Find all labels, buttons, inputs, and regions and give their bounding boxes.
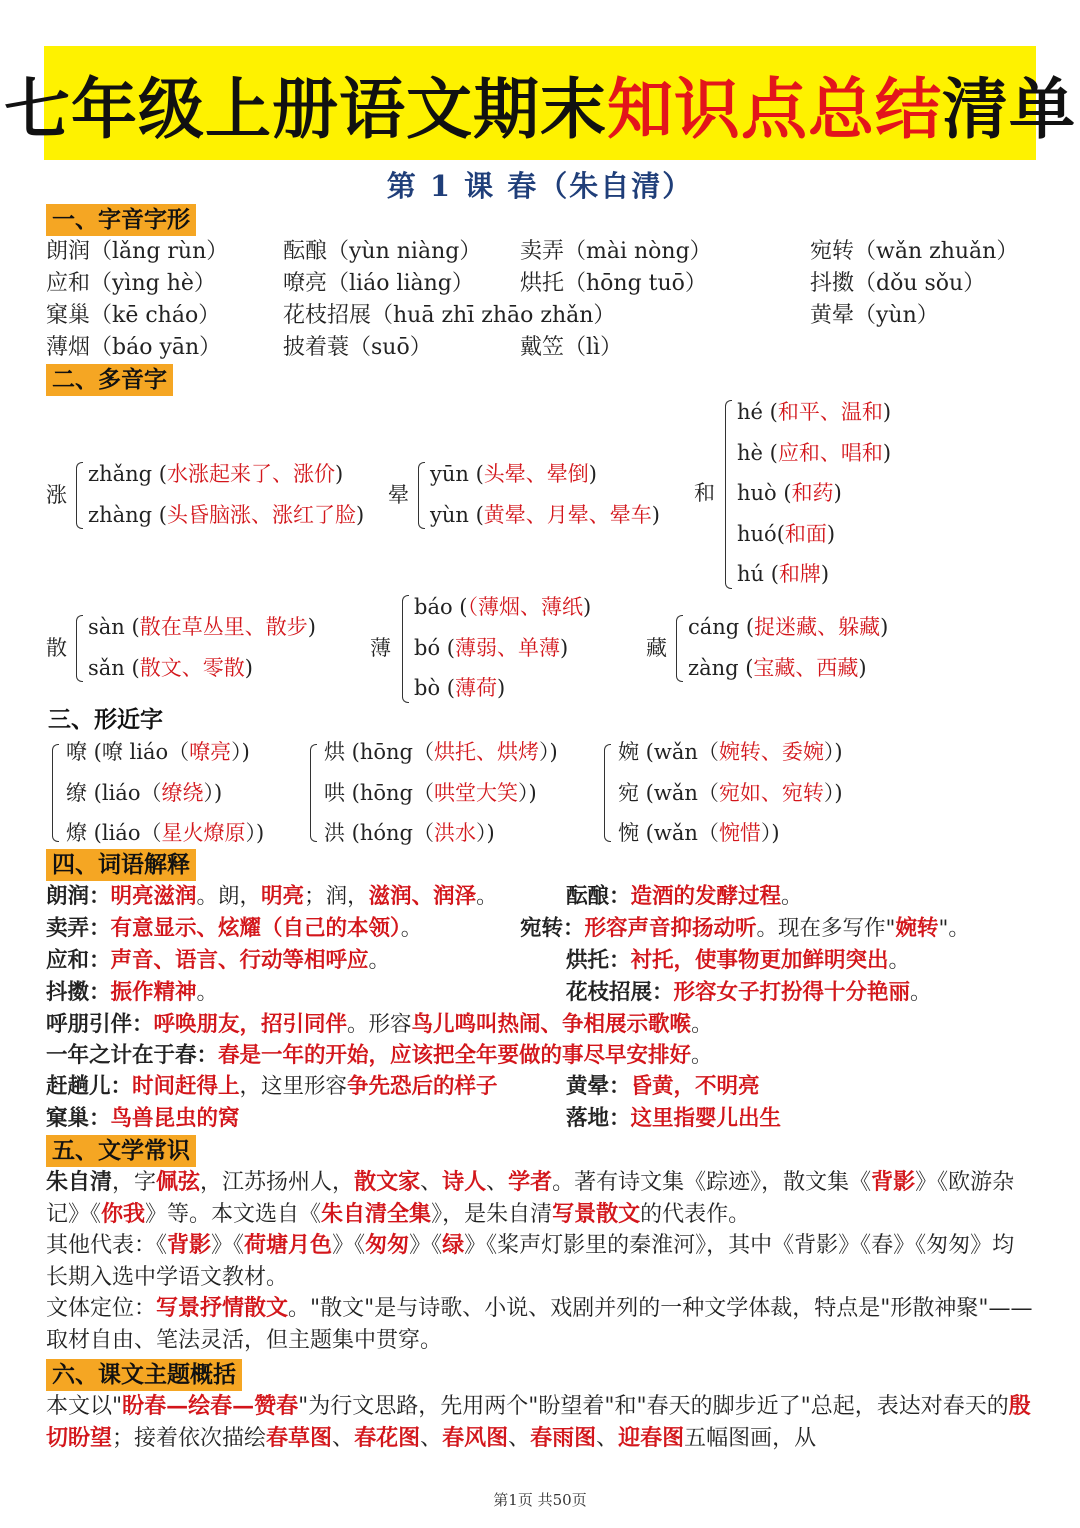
- vocab-entry: [46, 1104, 240, 1134]
- pinyin-item: 应和（yìng hè）: [46, 271, 216, 296]
- vocab-entry: [520, 914, 970, 944]
- title-part-2: 知识点总结: [607, 70, 942, 148]
- lit-seg: 》《桨声灯影里的秦淮河》，其中《背影》《春》《匆匆》均长期入选中学语文教材。: [46, 1233, 1015, 1290]
- reading-pinyin: huó(: [737, 521, 785, 546]
- lit-seg: 佩弦: [156, 1169, 201, 1195]
- vocab-seg: 鸟儿鸣叫热闹、争相展示歌喉: [411, 1012, 692, 1037]
- similar-close: ）): [231, 740, 250, 764]
- vocab-seg: 造酒的发酵过程: [630, 884, 782, 909]
- similar-words: 烘托、烘烤: [434, 740, 540, 764]
- section-heading-similar-chars: 三、形近字: [48, 706, 163, 733]
- lit-seg: 其他代表：《: [46, 1233, 168, 1258]
- theme-seg: 春风图: [442, 1424, 509, 1451]
- polyphone-char: 和: [694, 481, 715, 506]
- lit-seg: ，字: [112, 1170, 157, 1195]
- similar-words: 嘹亮: [189, 740, 232, 764]
- pinyin-item: 嘹亮（liáo liàng）: [283, 271, 474, 296]
- similar-close: ）): [476, 821, 495, 845]
- lit-seg: 诗人: [442, 1169, 487, 1195]
- page-title: [4, 56, 1076, 151]
- reading-close: ): [588, 462, 597, 486]
- similar-item: [618, 773, 843, 813]
- pinyin-item: 黄晕（yùn）: [810, 303, 939, 328]
- similar-item: [618, 813, 780, 853]
- lit-seg: 朱自清全集: [321, 1200, 432, 1227]
- pinyin-item: 披着蓑（suō）: [283, 335, 432, 360]
- brace: [676, 615, 683, 682]
- vocab-seg: "。: [938, 916, 970, 941]
- lit-seg: 你我: [101, 1200, 146, 1227]
- polyphone-reading: [737, 554, 829, 594]
- brace: [604, 744, 611, 842]
- reading-words: 和平、温和: [777, 400, 883, 424]
- theme-seg: 迎春图: [618, 1424, 685, 1451]
- vocab-seg: 宛转：: [520, 916, 585, 941]
- similar-close: ）): [760, 821, 780, 845]
- theme-seg: 本文以": [46, 1394, 123, 1419]
- theme-seg: 殷切盼望: [46, 1393, 1031, 1451]
- pinyin-item: 花枝招展（huā zhī zhāo zhǎn）: [283, 303, 616, 328]
- reading-words: 薄弱、单薄: [454, 635, 560, 660]
- vocab-seg: 抖擞：: [46, 980, 111, 1005]
- literature-paragraph: [46, 1293, 1036, 1356]
- theme-seg: 五幅图画，从: [684, 1425, 817, 1451]
- similar-item: [324, 813, 495, 853]
- vocab-entry: [46, 1041, 713, 1071]
- reading-close: ): [882, 400, 892, 424]
- theme-seg: ；接着依次描绘: [112, 1425, 267, 1451]
- polyphone-reading: [88, 607, 316, 647]
- lit-seg: 》《: [332, 1233, 366, 1258]
- similar-words: 惋惜: [718, 821, 761, 845]
- vocab-seg: 明亮滋润: [110, 884, 197, 909]
- lit-seg: 匆匆: [365, 1232, 410, 1258]
- polyphone-reading: [88, 495, 364, 535]
- vocab-seg: 这里指婴儿出生: [630, 1106, 782, 1131]
- reading-pinyin: bò (: [414, 676, 455, 700]
- vocab-seg: 黄晕：: [566, 1074, 631, 1099]
- vocab-seg: 。: [691, 1043, 713, 1068]
- vocab-seg: 明亮: [261, 884, 305, 909]
- vocab-seg: 振作精神: [110, 980, 197, 1005]
- brace: [402, 595, 409, 703]
- reading-close: ): [833, 481, 842, 505]
- vocab-seg: 婉转: [895, 916, 939, 941]
- reading-pinyin: cáng (: [688, 615, 755, 639]
- lit-seg: 》《: [211, 1233, 245, 1258]
- theme-seg: 盼春—绘春—赞春: [122, 1393, 299, 1419]
- polyphone-reading: [88, 648, 253, 688]
- brace: [52, 744, 59, 842]
- similar-words: 洪水: [434, 821, 477, 845]
- lit-seg: 背影: [871, 1169, 916, 1195]
- polyphone-reading: [737, 433, 891, 473]
- pinyin-item: 宛转（wǎn zhuǎn）: [810, 239, 1019, 264]
- reading-pinyin: sǎn (: [88, 655, 140, 680]
- vocab-seg: 烘托：: [566, 948, 631, 973]
- vocab-entry: [46, 978, 218, 1008]
- lit-seg: 背影: [167, 1232, 212, 1258]
- similar-close: ）): [823, 740, 843, 764]
- vocab-seg: 。: [781, 884, 803, 909]
- vocab-seg: 应和：: [46, 948, 111, 973]
- vocab-seg: 争先恐后的样子: [347, 1074, 498, 1099]
- polyphone-reading: [430, 454, 597, 494]
- reading-close: ): [582, 595, 592, 619]
- similar-words: 婉转、委婉: [718, 740, 824, 764]
- reading-words: 头晕、晕倒: [483, 462, 589, 486]
- reading-words: 黄晕、月晕、晕车: [483, 502, 652, 527]
- vocab-seg: 春是一年的开始，应该把全年要做的事尽早安排好: [218, 1043, 692, 1068]
- reading-pinyin: huò (: [737, 481, 792, 505]
- similar-words: 宛如、宛转: [718, 780, 824, 805]
- similar-item: [66, 813, 264, 853]
- similar-pinyin: 惋 (wǎn（: [618, 821, 719, 845]
- polyphone-char: 散: [46, 635, 67, 660]
- polyphone-reading: [688, 607, 888, 647]
- lit-seg: 。"散文"是与诗歌、小说、戏剧并列的一种文学体裁，特点是"形散神聚"——取材自由、笔法灵活，但主题集中贯穿。: [46, 1296, 1033, 1353]
- section-heading-pronunciation: 一、字音字形: [46, 204, 196, 236]
- vocab-entry: [566, 882, 803, 912]
- theme-summary: [46, 1391, 1036, 1454]
- lit-seg: 。著有诗文集《踪迹》，散文集《: [552, 1170, 872, 1195]
- reading-words: 水涨起来了、涨价: [166, 462, 335, 486]
- brace: [76, 462, 83, 529]
- theme-seg: 、: [332, 1425, 355, 1451]
- reading-pinyin: báo (: [414, 595, 468, 619]
- similar-item: [66, 732, 250, 772]
- similar-pinyin: 烘 (hōng（: [324, 740, 435, 764]
- vocab-entry: [46, 914, 422, 944]
- lit-seg: 的代表作。: [640, 1201, 751, 1227]
- lit-seg: 》《: [409, 1233, 443, 1258]
- similar-item: [66, 773, 222, 813]
- vocab-seg: 。: [368, 948, 391, 973]
- brace: [76, 615, 83, 682]
- similar-pinyin: 嘹 (嘹 liáo（: [66, 740, 190, 764]
- lit-seg: ，江苏扬州人，: [200, 1170, 355, 1195]
- reading-pinyin: hè (: [737, 440, 778, 465]
- theme-seg: "为行文思路，先用两个"盼望着"和"春天的脚步近了"总起，表达对春天的: [298, 1394, 1009, 1419]
- reading-words: 和牌: [778, 562, 821, 586]
- pinyin-item: 烘托（hōng tuō）: [520, 271, 707, 296]
- vocab-seg: 呼朋引伴：: [46, 1012, 154, 1037]
- polyphone-reading: [414, 628, 568, 668]
- similar-close: ）): [823, 780, 843, 805]
- vocab-seg: 形容声音抑扬动听: [584, 916, 757, 941]
- vocab-seg: 一年之计在于春：: [46, 1043, 219, 1068]
- vocab-entry: [46, 946, 390, 976]
- similar-words: 星火燎原: [161, 821, 246, 845]
- vocab-seg: 卖弄：: [46, 916, 111, 941]
- vocab-entry: [46, 1010, 713, 1040]
- similar-words: 哄堂大笑: [434, 780, 519, 805]
- similar-pinyin: 洪 (hóng（: [324, 821, 435, 845]
- reading-words: 薄荷: [454, 676, 497, 700]
- polyphone-reading: [737, 392, 891, 432]
- literature-paragraph: [46, 1230, 1036, 1293]
- vocab-seg: 呼唤朋友，招引同伴: [153, 1012, 348, 1037]
- vocab-seg: 落地：: [566, 1106, 631, 1131]
- literature-paragraph: [46, 1167, 1036, 1230]
- reading-words: 和面: [784, 521, 827, 546]
- lit-seg: 文体定位：: [46, 1296, 157, 1321]
- lit-seg: 写景抒情散文: [156, 1295, 289, 1321]
- reading-words: 散文、零散: [139, 655, 245, 680]
- lit-seg: 绿: [442, 1232, 465, 1258]
- lit-seg: 》等。本文选自《: [145, 1201, 322, 1227]
- vocab-seg: 有意显示、炫耀（自己的本领）: [110, 916, 401, 941]
- reading-pinyin: zhǎng (: [88, 462, 167, 486]
- reading-close: ): [496, 676, 506, 700]
- vocab-entry: [566, 946, 910, 976]
- pinyin-item: 朗润（lǎng rùn）: [46, 239, 229, 264]
- polyphone-reading: [737, 514, 835, 554]
- vocab-seg: 。现在多写作": [756, 916, 896, 941]
- lit-seg: 荷塘月色: [244, 1232, 333, 1258]
- theme-seg: 、: [508, 1425, 531, 1451]
- title-part-3: 清单: [942, 70, 1076, 148]
- pinyin-item: 卖弄（mài nòng）: [520, 239, 712, 264]
- reading-words: 宝藏、西藏: [753, 655, 859, 680]
- lit-seg: 》，是朱自清: [431, 1201, 553, 1227]
- vocab-seg: 。: [476, 884, 498, 909]
- vocab-seg: 滋润、润泽: [368, 884, 477, 909]
- reading-close: ): [882, 440, 892, 465]
- pinyin-item: 抖擞（dǒu sǒu）: [810, 271, 986, 296]
- vocab-seg: 花枝招展：: [566, 980, 674, 1005]
- reading-pinyin: zhàng (: [88, 502, 167, 527]
- polyphone-reading: [737, 473, 842, 513]
- vocab-seg: 声音、语言、行动等相呼应: [110, 948, 369, 973]
- vocab-seg: 。: [888, 948, 911, 973]
- vocab-seg: 窠巢：: [46, 1106, 111, 1131]
- reading-close: ): [334, 462, 344, 486]
- vocab-seg: 朗润：: [46, 884, 111, 909]
- page-footer: 第1页 共50页: [493, 1491, 587, 1509]
- similar-item: [324, 773, 537, 813]
- reading-close: ): [307, 615, 316, 639]
- polyphone-reading: [688, 648, 867, 688]
- reading-close: ): [244, 655, 253, 680]
- section-heading-vocab: 四、词语解释: [46, 849, 196, 881]
- theme-seg: 春草图: [266, 1424, 333, 1451]
- section-heading-theme: 六、课文主题概括: [46, 1359, 242, 1391]
- similar-pinyin: 婉 (wǎn（: [618, 740, 719, 764]
- similar-close: ）): [245, 821, 265, 845]
- vocab-entry: [46, 882, 498, 912]
- reading-pinyin: zàng (: [688, 655, 754, 680]
- vocab-seg: 。: [691, 1012, 713, 1037]
- polyphone-char: 晕: [388, 482, 409, 507]
- theme-seg: 、: [420, 1425, 443, 1451]
- reading-words: 散在草丛里、散步: [139, 615, 308, 639]
- vocab-seg: ，这里形容: [239, 1074, 348, 1099]
- similar-pinyin: 宛 (wǎn（: [618, 780, 719, 805]
- brace: [725, 400, 732, 589]
- pinyin-item: 戴笠（lì）: [520, 335, 623, 360]
- reading-words: 头昏脑涨、涨红了脸: [166, 502, 356, 527]
- reading-close: ): [820, 562, 830, 586]
- vocab-entry: [566, 1072, 760, 1102]
- vocab-seg: 。: [910, 980, 932, 1005]
- theme-seg: 春雨图: [530, 1424, 597, 1451]
- brace: [418, 462, 425, 529]
- reading-pinyin: bó (: [414, 635, 455, 660]
- similar-close: ）): [539, 740, 558, 764]
- polyphone-char: 藏: [646, 635, 667, 660]
- vocab-entry: [566, 1104, 781, 1134]
- reading-words: 和药: [791, 481, 834, 505]
- vocab-seg: 。形容: [347, 1012, 412, 1037]
- reading-words: （薄烟、薄纸: [467, 595, 583, 619]
- lit-seg: 》《欧游杂记》《: [46, 1170, 1015, 1227]
- reading-close: ): [559, 635, 569, 660]
- reading-pinyin: hú (: [737, 562, 779, 586]
- vocab-seg: 。朗，: [196, 884, 262, 909]
- theme-seg: 、: [596, 1425, 619, 1451]
- title-part-1: 七年级上册语文期末: [4, 70, 607, 148]
- similar-item: [324, 732, 558, 772]
- brace: [310, 744, 317, 842]
- vocab-seg: 。: [196, 980, 219, 1005]
- vocab-seg: 鸟兽昆虫的窝: [110, 1106, 240, 1131]
- reading-close: ): [880, 615, 889, 639]
- title-banner: [4, 46, 1076, 160]
- section-heading-polyphones: 二、多音字: [46, 364, 173, 396]
- reading-close: ): [355, 502, 365, 527]
- polyphone-reading: [414, 587, 591, 627]
- similar-item: [618, 732, 843, 772]
- reading-close: ): [826, 521, 836, 546]
- reading-pinyin: sàn (: [88, 615, 140, 639]
- reading-close: ): [651, 502, 660, 527]
- pinyin-item: 窠巢（kē cháo）: [46, 303, 221, 328]
- reading-pinyin: hé (: [737, 400, 778, 424]
- similar-pinyin: 哄 (hōng（: [324, 780, 435, 805]
- lit-seg: 散文家: [354, 1169, 421, 1195]
- reading-words: 应和、唱和: [777, 440, 883, 465]
- pinyin-item: 薄烟（báo yān）: [46, 335, 222, 360]
- vocab-seg: 时间赶得上: [132, 1074, 240, 1099]
- vocab-entry: [566, 978, 932, 1008]
- similar-words: 缭绕: [161, 780, 204, 805]
- vocab-seg: ；润，: [304, 884, 369, 909]
- polyphone-reading: [430, 495, 660, 535]
- lit-seg: 、: [486, 1170, 509, 1195]
- reading-words: 捉迷藏、躲藏: [754, 615, 881, 639]
- vocab-entry: [46, 1072, 498, 1102]
- similar-close: ）): [518, 780, 537, 805]
- lit-seg: 朱自清: [46, 1169, 113, 1195]
- reading-close: ): [858, 655, 867, 680]
- theme-seg: 春花图: [354, 1424, 421, 1451]
- polyphone-reading: [88, 454, 343, 494]
- lit-seg: 写景散文: [552, 1200, 641, 1227]
- polyphone-reading: [414, 668, 505, 708]
- polyphone-char: 薄: [370, 635, 391, 660]
- vocab-seg: 形容女子打扮得十分艳丽: [673, 980, 911, 1005]
- vocab-seg: 昏黄，不明亮: [630, 1074, 760, 1099]
- similar-close: ）): [203, 780, 223, 805]
- similar-pinyin: 燎 (liáo（: [66, 821, 162, 845]
- vocab-seg: 酝酿：: [566, 884, 631, 909]
- polyphone-char: 涨: [46, 482, 67, 507]
- section-heading-literature: 五、文学常识: [46, 1135, 196, 1167]
- vocab-seg: 赶趟儿：: [46, 1074, 133, 1099]
- lit-seg: 、: [420, 1170, 443, 1195]
- reading-pinyin: yūn (: [430, 462, 484, 486]
- lesson-heading: 第 1 课 春（朱自清）: [386, 169, 694, 203]
- vocab-seg: 。: [400, 916, 423, 941]
- reading-pinyin: yùn (: [430, 502, 484, 527]
- lit-seg: 学者: [508, 1169, 553, 1195]
- similar-pinyin: 缭 (liáo（: [66, 780, 162, 805]
- pinyin-item: 酝酿（yùn niàng）: [283, 239, 482, 264]
- vocab-seg: 衬托，使事物更加鲜明突出: [630, 948, 889, 973]
